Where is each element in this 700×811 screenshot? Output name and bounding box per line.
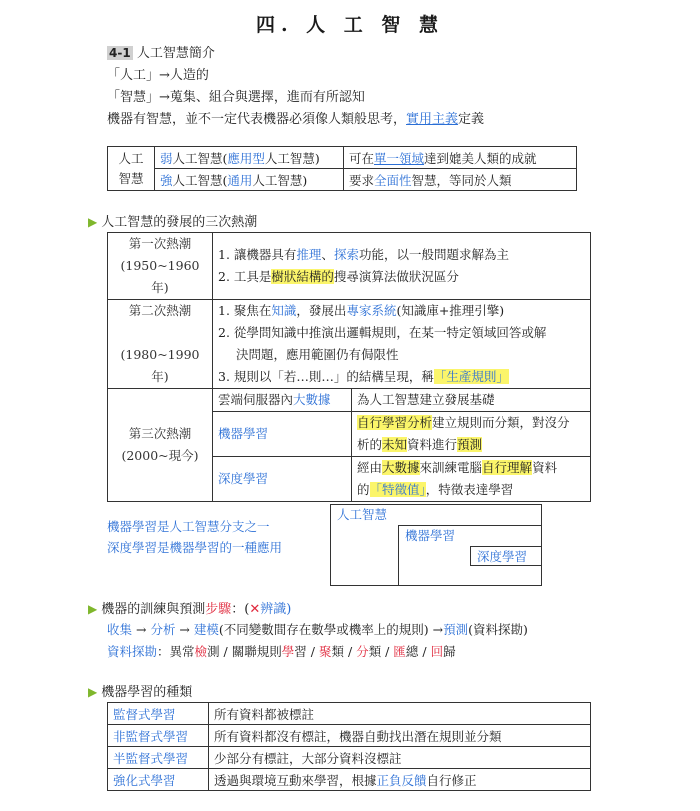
intro-line: 「智慧」→蒐集、組合與選擇，進而有所認知 [107, 90, 365, 105]
cloud-desc: 為人工智慧建立發展基礎 [352, 389, 591, 412]
waves-table [107, 232, 591, 502]
wave-2-content: 1. 聚焦在知識，發展出專家系統(知識庫+推理引擎) 2. 從學問知識中推演出邏輯規則，在某一特定領域回答或解 決問題，應用範圍仍有侷限性 3. 規則以「若…則…」的結構呈現，稱「生產規則」 [213, 300, 591, 389]
ai-types-table [107, 146, 577, 191]
ai-label: 人工 智慧 [108, 147, 155, 191]
training-heading: ▶ 機器的訓練與預測步驟：(✕辨識) [88, 602, 292, 617]
page-title: 四. 人 工 智 慧 [255, 14, 445, 36]
dl-desc: 經由大數據來訓練電腦自行理解資料 的「特徵值」，特徵表達學習 [352, 457, 591, 502]
table-row: 監督式學習 所有資料都被標註 [108, 703, 591, 725]
ml-types-table [107, 702, 591, 791]
table-row: 強化式學習 透過與環境互動來學習，根據正負反饋自行修正 [108, 769, 591, 791]
triangle-bullet-icon: ▶ [88, 602, 98, 616]
waves-heading: ▶ 人工智慧的發展的三次熱潮 [88, 215, 258, 230]
intro-line: 機器有智慧，並不一定代表機器必須像人類般思考，實用主義定義 [107, 112, 485, 127]
ml-desc: 自行學習分析建立規則而分類，對沒分 析的未知資料進行預測 [352, 412, 591, 457]
mining-methods: 資料探勘：異常檢測 / 關聯規則學習 / 聚類 / 分類 / 匯總 / 回歸 [107, 644, 456, 659]
training-flow: 收集 → 分析 → 建模(不同變數間存在數學或機率上的規則) →預測(資料探勘) [107, 622, 528, 637]
cloud-label: 雲端伺服器內大數據 [213, 389, 352, 412]
nested-ml-box: 機器學習 [398, 525, 542, 586]
wave-1-era: 第一次熱潮 (1950~1960 年) [108, 233, 213, 300]
dl-label: 深度學習 [213, 457, 352, 502]
triangle-bullet-icon: ▶ [88, 685, 98, 699]
table-row: 非監督式學習 所有資料都沒有標註，機器自動找出潛在規則並分類 [108, 725, 591, 747]
wave-1-content: 1. 讓機器具有推理、探索功能，以一般問題求解為主 2. 工具是樹狀結構的搜尋演算法做狀況區分 [213, 233, 591, 300]
intro-block [107, 42, 484, 131]
weak-ai: 弱人工智慧(應用型人工智慧) [155, 147, 344, 169]
nested-dl-box: 深度學習 [470, 546, 542, 566]
ml-note: 機器學習是人工智慧分支之一 深度學習是機器學習的一種應用 [107, 519, 283, 555]
nested-ai-box: 人工智慧 [330, 504, 542, 586]
section-number: 4-1 [109, 46, 131, 60]
table-row: 半監督式學習 少部分有標註，大部分資料沒標註 [108, 747, 591, 769]
triangle-bullet-icon: ▶ [88, 215, 98, 229]
strong-ai-desc: 要求全面性智慧，等同於人類 [344, 169, 577, 191]
intro-line: 「人工」→人造的 [107, 68, 209, 83]
strong-ai: 強人工智慧(通用人工智慧) [155, 169, 344, 191]
ml-label: 機器學習 [213, 412, 352, 457]
wave-3-era: 第三次熱潮 (2000~現今) [108, 389, 213, 502]
weak-ai-desc: 可在單一領域達到媲美人類的成就 [344, 147, 577, 169]
wave-2-era: 第二次熱潮 (1980~1990 年) [108, 300, 213, 389]
section-title: 人工智慧簡介 [136, 46, 215, 61]
ml-types-heading: ▶ 機器學習的種類 [88, 685, 193, 700]
